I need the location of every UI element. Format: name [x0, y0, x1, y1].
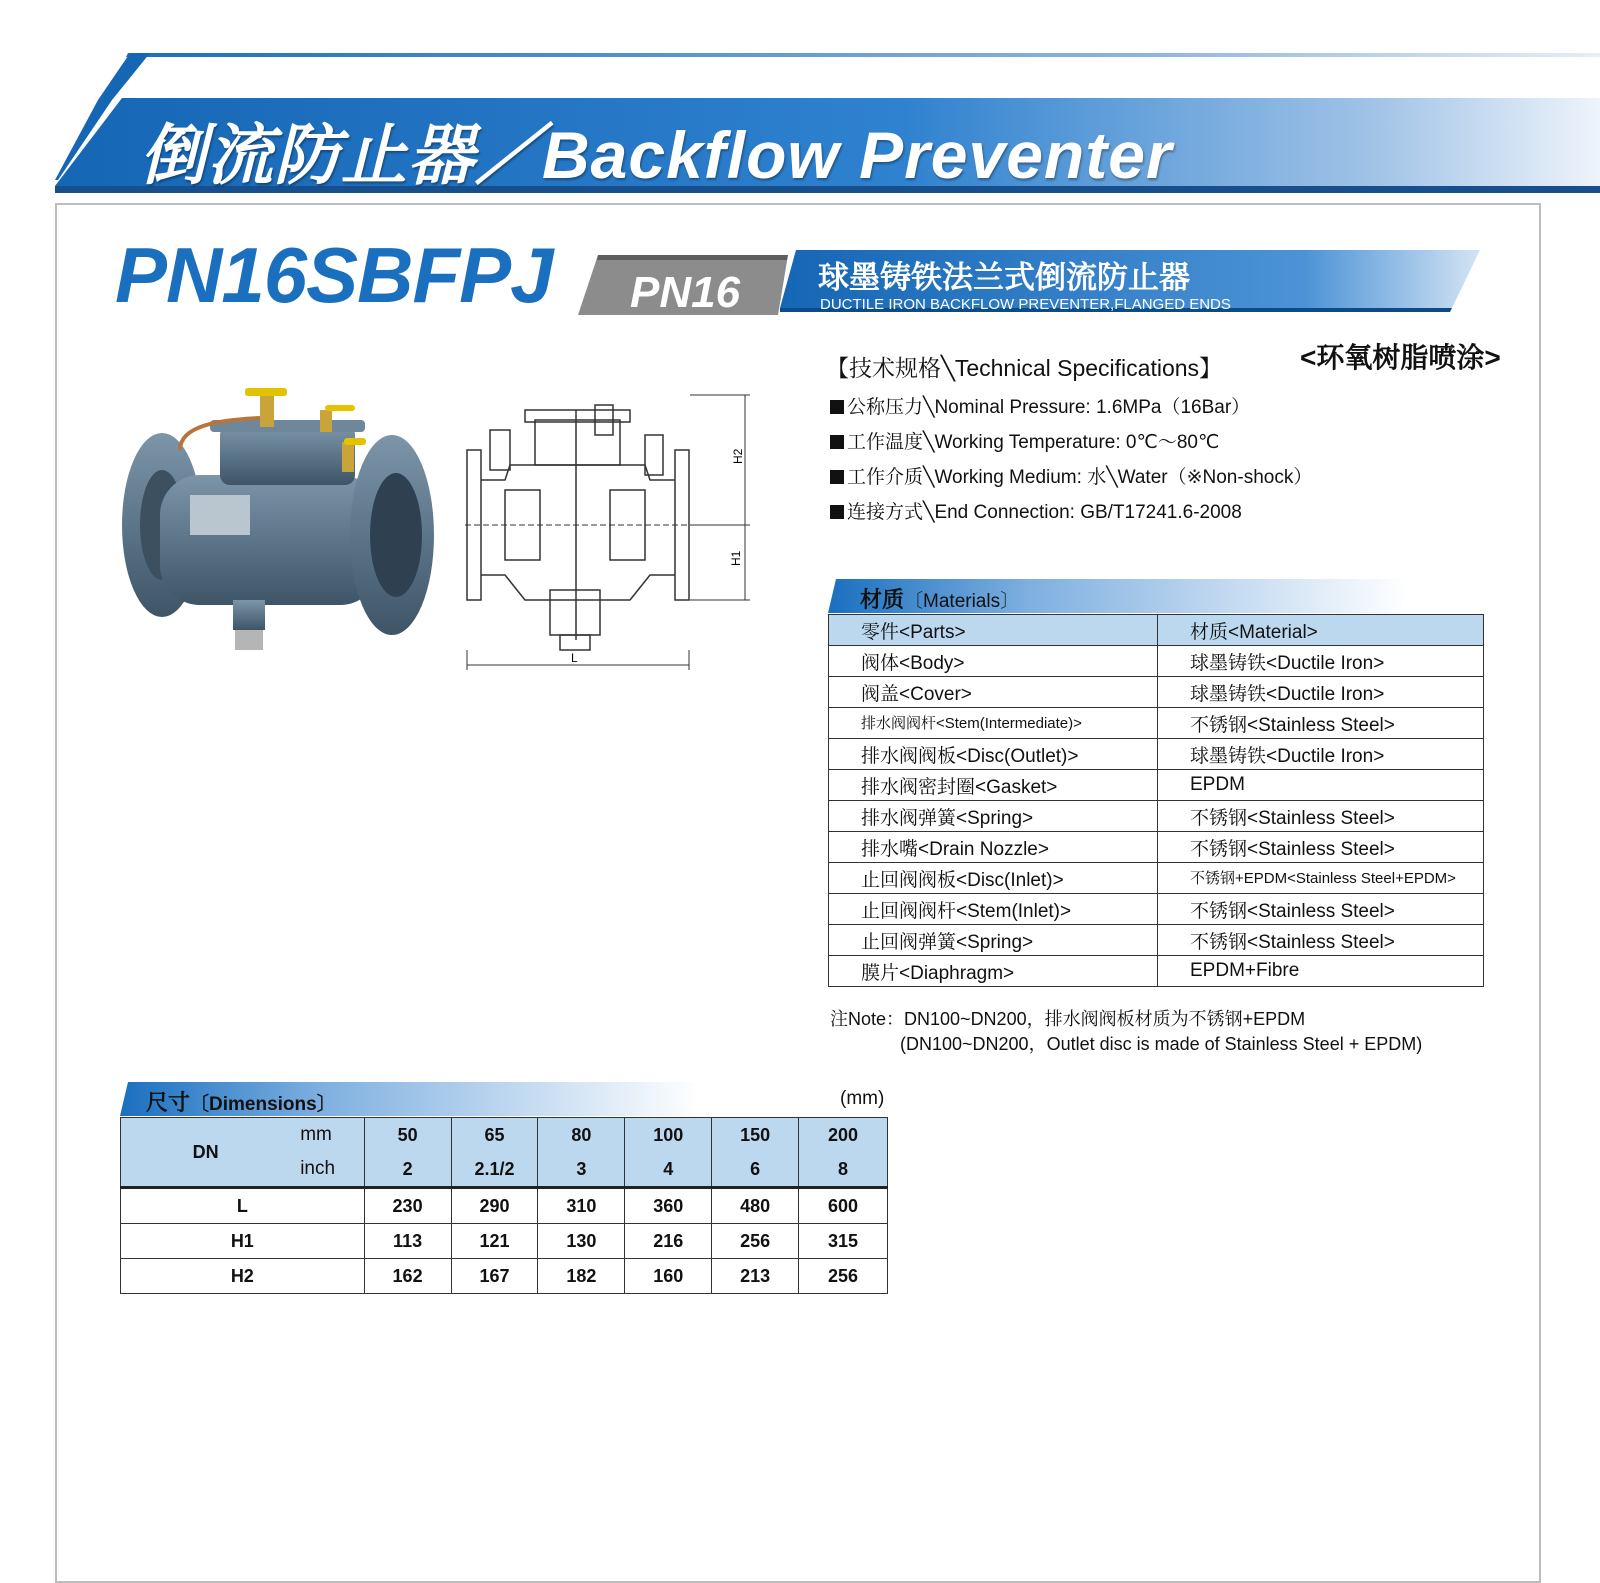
value-cell: 167: [451, 1259, 538, 1294]
materials-note: [830, 1007, 1422, 1057]
bullet-square-icon: [830, 505, 844, 519]
technical-drawing: [465, 390, 765, 690]
table-row: [121, 1224, 888, 1259]
dn-inch-cell: 2.1/2: [451, 1152, 538, 1188]
column-header-material: 材质<Material>: [1158, 615, 1484, 646]
value-cell: 360: [625, 1188, 712, 1224]
dn-mm-cell: 65: [451, 1118, 538, 1153]
value-cell: 130: [538, 1224, 625, 1259]
material-cell: 球墨铸铁<Ductile Iron>: [1158, 677, 1484, 708]
part-cell: 止回阀弹簧<Spring>: [829, 925, 1158, 956]
value-cell: 600: [799, 1188, 888, 1224]
dn-mm-cell: 50: [364, 1118, 451, 1153]
dim-label-h1: H1: [729, 550, 743, 566]
table-row: [829, 677, 1484, 708]
part-cell: [829, 708, 1158, 739]
value-cell: 230: [364, 1188, 451, 1224]
dn-mm-cell: 200: [799, 1118, 888, 1153]
table-row: [829, 708, 1484, 739]
material-cell: [1158, 863, 1484, 894]
material-text: 不锈钢+EPDM<Stainless Steel+EPDM>: [1190, 870, 1456, 887]
table-row: [121, 1259, 888, 1294]
part-cell: 阀盖<Cover>: [829, 677, 1158, 708]
value-cell: 290: [451, 1188, 538, 1224]
header-banner: [0, 0, 1600, 200]
value-cell: 310: [538, 1188, 625, 1224]
note-line-2: (DN100~DN200，Outlet disc is made of Stainless Steel + EPDM): [900, 1034, 1423, 1054]
dimensions-table: [120, 1117, 888, 1294]
table-row: [829, 832, 1484, 863]
material-cell: 不锈钢<Stainless Steel>: [1158, 894, 1484, 925]
material-cell: 不锈钢<Stainless Steel>: [1158, 708, 1484, 739]
dn-mm-cell: 100: [625, 1118, 712, 1153]
row-label: H2: [121, 1259, 365, 1294]
dim-label-l: L: [571, 651, 578, 665]
part-text: 排水阀阀杆<Stem(Intermediate)>: [861, 715, 1082, 732]
note-line-1: 注Note：DN100~DN200，排水阀阀板材质为不锈钢+EPDM: [830, 1009, 1306, 1029]
value-cell: 182: [538, 1259, 625, 1294]
spec-text: 工作介质╲Working Medium: 水╲Water（※Non-shock）: [847, 467, 1313, 488]
bullet-square-icon: [830, 400, 844, 414]
material-cell: 不锈钢<Stainless Steel>: [1158, 801, 1484, 832]
dn-inch-cell: 4: [625, 1152, 712, 1188]
value-cell: 216: [625, 1224, 712, 1259]
material-cell: EPDM: [1158, 770, 1484, 801]
spec-text: 连接方式╲End Connection: GB/T17241.6-2008: [847, 502, 1242, 523]
material-cell: EPDM+Fibre: [1158, 956, 1484, 987]
table-row: [829, 646, 1484, 677]
spec-item: [830, 495, 1312, 530]
value-cell: 113: [364, 1224, 451, 1259]
value-cell: 256: [712, 1224, 799, 1259]
part-cell: 阀体<Body>: [829, 646, 1158, 677]
table-row: [829, 863, 1484, 894]
spec-item: [830, 460, 1312, 495]
bullet-square-icon: [830, 470, 844, 484]
material-cell: 不锈钢<Stainless Steel>: [1158, 925, 1484, 956]
material-cell: 不锈钢<Stainless Steel>: [1158, 832, 1484, 863]
inch-label: inch: [290, 1152, 364, 1188]
row-label: L: [121, 1188, 365, 1224]
dimensions-heading-cn: 尺寸: [146, 1090, 191, 1115]
materials-table: [828, 614, 1484, 987]
nameplate: [190, 495, 250, 535]
table-row: [829, 739, 1484, 770]
value-cell: 162: [364, 1259, 451, 1294]
dim-label-h2: H2: [731, 448, 745, 464]
dimensions-heading: [146, 1086, 336, 1117]
part-cell: 排水阀阀板<Disc(Outlet)>: [829, 739, 1158, 770]
coating-label: <环氧树脂喷涂>: [1300, 342, 1501, 373]
part-cell: 排水阀弹簧<Spring>: [829, 801, 1158, 832]
dn-label: DN: [121, 1118, 291, 1188]
materials-heading-cn: 材质: [860, 587, 905, 612]
spec-list: [830, 390, 1312, 530]
model-title-en: DUCTILE IRON BACKFLOW PREVENTER,FLANGED ENDS: [820, 296, 1231, 313]
dimensions-unit: (mm): [840, 1088, 885, 1109]
product-photo: [120, 380, 440, 675]
value-cell: 256: [799, 1259, 888, 1294]
spec-item: [830, 425, 1312, 460]
table-row: [829, 801, 1484, 832]
column-header-parts: 零件<Parts>: [829, 615, 1158, 646]
part-cell: 排水嘴<Drain Nozzle>: [829, 832, 1158, 863]
dimensions-heading-en: 〔Dimensions〕: [190, 1094, 336, 1115]
pressure-tag: PN16: [630, 268, 741, 317]
value-cell: 315: [799, 1224, 888, 1259]
part-cell: 止回阀阀杆<Stem(Inlet)>: [829, 894, 1158, 925]
value-cell: 121: [451, 1224, 538, 1259]
table-header-row: [829, 615, 1484, 646]
dn-inch-cell: 2: [364, 1152, 451, 1188]
mm-label: mm: [290, 1118, 364, 1153]
row-label: H1: [121, 1224, 365, 1259]
model-code: PN16SBFPJ: [115, 231, 553, 319]
materials-heading: [860, 583, 1019, 614]
material-cell: 球墨铸铁<Ductile Iron>: [1158, 646, 1484, 677]
header-row-mm: [121, 1118, 888, 1153]
value-cell: 213: [712, 1259, 799, 1294]
part-cell: 排水阀密封圈<Gasket>: [829, 770, 1158, 801]
spec-text: 公称压力╲Nominal Pressure: 1.6MPa（16Bar）: [847, 397, 1251, 418]
page-title: 倒流防止器／Backflow Preventer: [140, 118, 1173, 192]
table-row: [829, 770, 1484, 801]
part-cell: 膜片<Diaphragm>: [829, 956, 1158, 987]
material-cell: 球墨铸铁<Ductile Iron>: [1158, 739, 1484, 770]
spec-text: 工作温度╲Working Temperature: 0℃～80℃: [847, 432, 1220, 453]
bullet-square-icon: [830, 435, 844, 449]
table-row: [829, 925, 1484, 956]
table-row: [829, 894, 1484, 925]
value-cell: 160: [625, 1259, 712, 1294]
dn-inch-cell: 6: [712, 1152, 799, 1188]
dn-mm-cell: 150: [712, 1118, 799, 1153]
dn-inch-cell: 3: [538, 1152, 625, 1188]
materials-heading-en: 〔Materials〕: [904, 591, 1020, 612]
value-cell: 480: [712, 1188, 799, 1224]
dn-mm-cell: 80: [538, 1118, 625, 1153]
part-cell: 止回阀阀板<Disc(Inlet)>: [829, 863, 1158, 894]
table-row: [121, 1188, 888, 1224]
dn-inch-cell: 8: [799, 1152, 888, 1188]
model-title-cn: 球墨铸铁法兰式倒流防止器: [818, 260, 1190, 295]
spec-heading: 【技术规格╲Technical Specifications】: [826, 355, 1223, 381]
table-row: [829, 956, 1484, 987]
spec-item: [830, 390, 1312, 425]
